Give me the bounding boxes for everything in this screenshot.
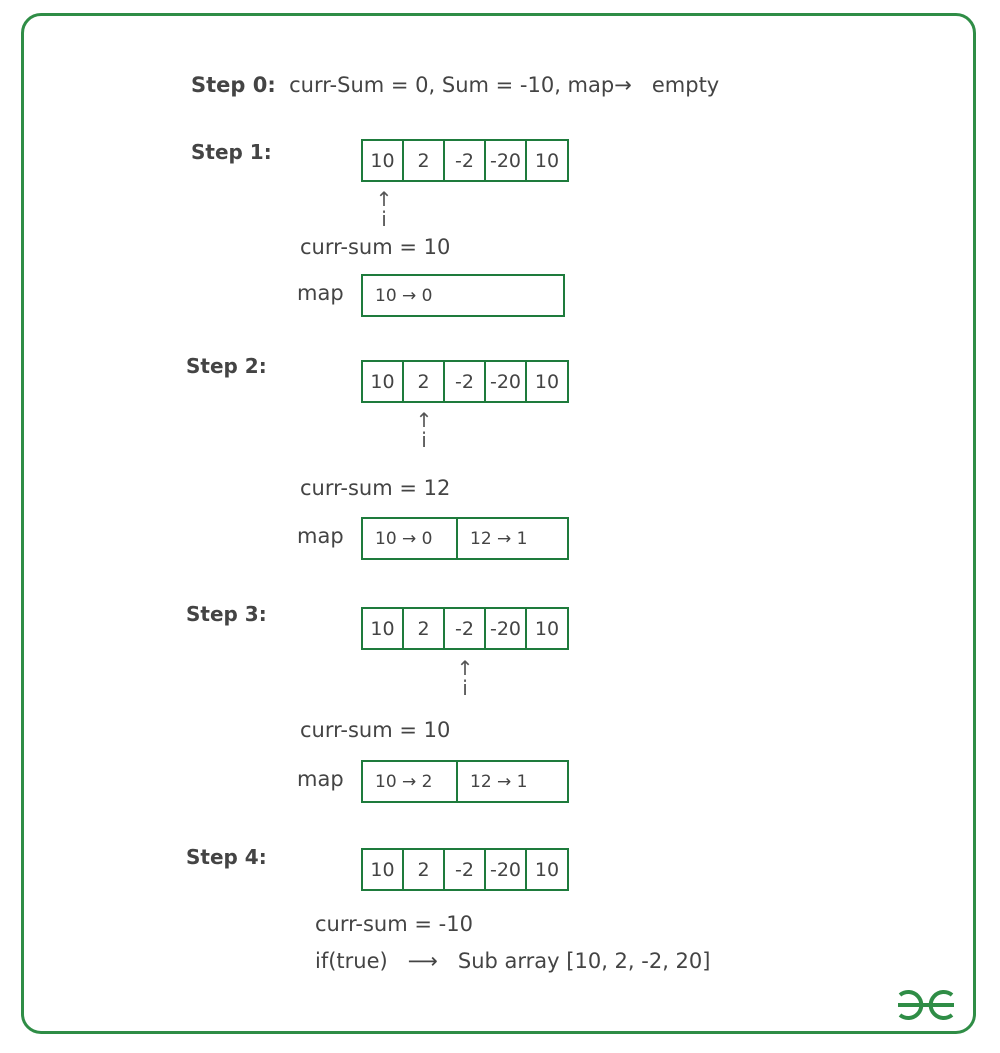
map-entry: 12 → 1: [470, 771, 528, 792]
array-cell: 2: [404, 141, 445, 180]
step1-array: [361, 139, 569, 182]
array-cell: 10: [363, 141, 404, 180]
step3-array: [361, 607, 569, 650]
step1-pointer: [372, 189, 396, 229]
array-cell: -20: [486, 850, 527, 889]
step1-map: [361, 274, 565, 317]
pointer-label: i: [421, 428, 427, 452]
array-cell: 10: [534, 149, 560, 172]
step3-pointer: [453, 658, 477, 698]
array-cell: -2: [445, 850, 486, 889]
step2-label: Step 2:: [186, 354, 267, 378]
step3-label: Step 3:: [186, 602, 267, 626]
up-arrow-icon: ↑: [456, 656, 474, 680]
array-cell: 2: [404, 362, 445, 401]
gfg-logo-icon: [894, 987, 958, 1023]
array-cell: -2: [445, 362, 486, 401]
array-cell: 10: [363, 850, 404, 889]
array-cell: 2: [404, 850, 445, 889]
step1-curr-sum: curr-sum = 10: [300, 235, 451, 259]
result-prefix: if(true): [315, 949, 388, 973]
array-cell: -20: [486, 362, 527, 401]
step2-pointer: [412, 410, 436, 450]
pointer-label: i: [381, 207, 387, 231]
step1-map-label: map: [297, 281, 344, 305]
step4-curr-sum: curr-sum = -10: [315, 912, 473, 936]
step4-label: Step 4:: [186, 845, 267, 869]
map-entry: 10 → 2: [363, 762, 458, 801]
array-cell: -2: [445, 609, 486, 648]
step0-label: Step 0:: [191, 73, 276, 97]
array-cell: 10: [363, 362, 404, 401]
step0-empty: empty: [651, 73, 720, 97]
up-arrow-icon: ↑: [415, 408, 433, 432]
map-entry: 10 → 0: [363, 519, 458, 558]
map-entry: 10 → 0: [375, 285, 433, 306]
array-cell: 10: [534, 617, 560, 640]
array-cell: 10: [534, 370, 560, 393]
step0-arrow: →: [614, 73, 632, 97]
result-text: Sub array [10, 2, -2, 20]: [457, 949, 711, 973]
array-cell: -2: [445, 141, 486, 180]
array-cell: -20: [486, 609, 527, 648]
step2-curr-sum: curr-sum = 12: [300, 476, 451, 500]
map-entry: 12 → 1: [470, 528, 528, 549]
step2-array: [361, 360, 569, 403]
step3-map-label: map: [297, 767, 344, 791]
step4-result-line: [315, 951, 710, 972]
step2-map: [361, 517, 569, 560]
array-cell: 10: [363, 609, 404, 648]
array-cell: -20: [486, 141, 527, 180]
array-cell: 10: [534, 858, 560, 881]
step3-curr-sum: curr-sum = 10: [300, 718, 451, 742]
step2-map-label: map: [297, 524, 344, 548]
array-cell: 2: [404, 609, 445, 648]
step1-label: Step 1:: [191, 140, 272, 164]
step4-array: [361, 848, 569, 891]
result-arrow-icon: ⟶: [407, 949, 438, 973]
step0-line: [191, 75, 719, 96]
up-arrow-icon: ↑: [375, 187, 393, 211]
step0-text: curr-Sum = 0, Sum = -10, map: [289, 73, 615, 97]
pointer-label: i: [462, 676, 468, 700]
step3-map: [361, 760, 569, 803]
